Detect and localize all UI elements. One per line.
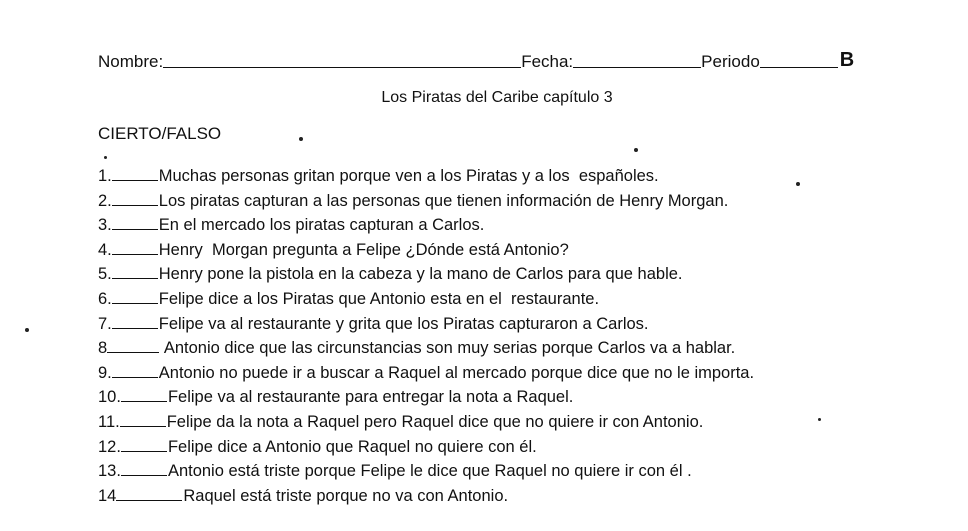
question-list: [98, 163, 754, 507]
scan-speck: [796, 182, 800, 186]
version-letter: B: [839, 49, 855, 71]
name-label: Nombre:: [98, 52, 164, 71]
question-number: 9.: [98, 363, 112, 382]
question-text: En el mercado los piratas capturan a Carlos.: [158, 216, 485, 235]
answer-blank[interactable]: [112, 360, 158, 378]
question-text: Felipe va al restaurante y grita que los Piratas capturaron a Carlos.: [158, 314, 649, 333]
question-text: Raquel está triste porque no va con Antonio.: [183, 486, 509, 505]
answer-blank[interactable]: [112, 237, 158, 255]
question-item: [98, 212, 754, 237]
answer-blank[interactable]: [121, 384, 167, 402]
question-text: Muchas personas gritan porque ven a los Piratas y a los españoles.: [158, 167, 659, 185]
question-number: 10.: [98, 388, 121, 407]
period-blank-line[interactable]: [760, 49, 838, 68]
question-text: Felipe dice a los Piratas que Antonio esta en el restaurante.: [158, 289, 600, 308]
answer-blank[interactable]: [116, 483, 182, 501]
question-text: Henry Morgan pregunta a Felipe ¿Dónde está Antonio?: [158, 240, 569, 259]
question-item: [98, 335, 754, 360]
question-item: [98, 237, 754, 262]
question-text: Antonio está triste porque Felipe le dice que Raquel no quiere ir con él .: [167, 462, 692, 481]
question-text: Antonio no puede ir a buscar a Raquel al mercado porque dice que no le importa.: [158, 363, 755, 382]
section-label: CIERTO/FALSO: [98, 124, 222, 143]
question-number: 14: [98, 486, 117, 505]
answer-blank[interactable]: [107, 335, 159, 353]
answer-blank[interactable]: [112, 261, 158, 279]
question-item: [98, 384, 754, 409]
question-number: 13.: [98, 462, 121, 481]
question-number: 11.: [98, 412, 120, 431]
question-item: [98, 458, 754, 483]
question-number: 5.: [98, 265, 112, 284]
answer-blank[interactable]: [112, 311, 158, 329]
scan-speck: [25, 328, 29, 332]
scan-speck: [104, 156, 107, 159]
answer-blank[interactable]: [121, 434, 167, 452]
date-label: Fecha:: [521, 52, 574, 71]
question-text: Felipe da la nota a Raquel pero Raquel dice que no quiere ir con Antonio.: [166, 412, 704, 431]
question-item: [98, 434, 754, 459]
question-item: [98, 409, 754, 434]
question-number: 12.: [98, 437, 121, 456]
answer-blank[interactable]: [121, 458, 167, 476]
question-number: 2.: [98, 191, 112, 210]
question-text: Los piratas capturan a las personas que tienen información de Henry Morgan.: [158, 191, 729, 210]
question-item: [98, 261, 754, 286]
answer-blank[interactable]: [112, 163, 158, 181]
scan-speck: [634, 148, 638, 152]
answer-blank[interactable]: [120, 409, 166, 427]
answer-blank[interactable]: [112, 212, 158, 230]
period-label: Periodo: [701, 52, 760, 71]
question-number: 7.: [98, 314, 112, 333]
question-number: 3.: [98, 216, 112, 235]
scan-speck: [299, 137, 303, 141]
question-item: [98, 286, 754, 311]
date-blank-line[interactable]: [573, 49, 701, 68]
answer-blank[interactable]: [112, 286, 158, 304]
question-text: Henry pone la pistola en la cabeza y la mano de Carlos para que hable.: [158, 265, 683, 284]
question-text: Felipe dice a Antonio que Raquel no quiere con él.: [167, 437, 537, 456]
header-row: [98, 46, 878, 72]
answer-blank[interactable]: [112, 188, 158, 206]
question-item: [98, 163, 754, 188]
question-text: Antonio dice que las circunstancias son muy serias porque Carlos va a hablar.: [160, 339, 736, 358]
scan-speck: [818, 418, 821, 421]
question-number: 8: [98, 339, 108, 358]
name-blank-line[interactable]: [163, 49, 521, 68]
question-item: [98, 360, 754, 385]
question-number: 6.: [98, 289, 112, 308]
question-number: 1.: [98, 167, 112, 185]
worksheet-title: Los Piratas del Caribe capítulo 3: [381, 89, 613, 106]
question-item: [98, 483, 754, 508]
question-text: Felipe va al restaurante para entregar la nota a Raquel.: [167, 388, 574, 407]
question-item: [98, 311, 754, 336]
question-number: 4.: [98, 240, 112, 259]
question-item: [98, 188, 754, 213]
